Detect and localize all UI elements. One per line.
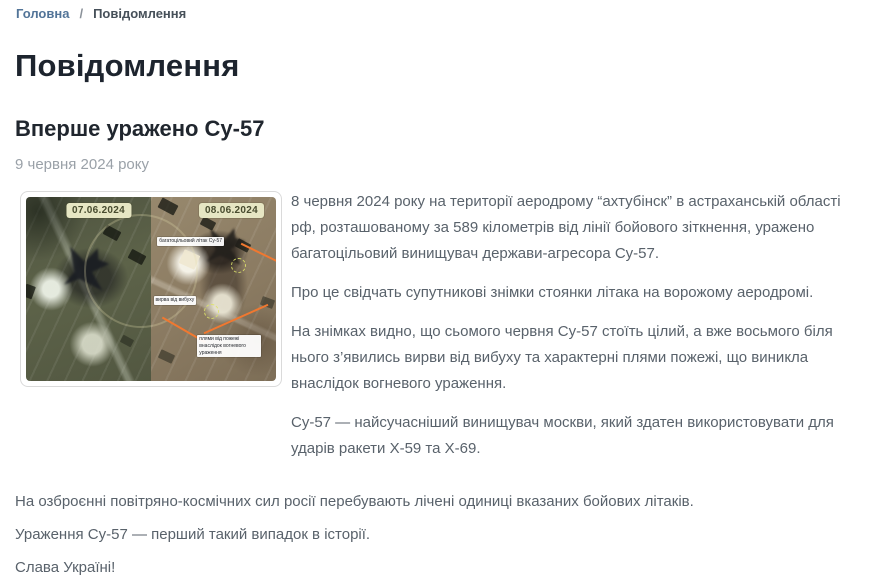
paragraph: Слава Україні! xyxy=(15,559,116,576)
paragraph: Су-57 — найсучасніший винищувач москви, який здатен використовувати для ударів ракети Х-59 та Х-69. xyxy=(291,414,834,457)
breadcrumb-current: Повідомлення xyxy=(93,6,187,21)
article-body-bottom xyxy=(15,489,862,581)
article-date: 9 червня 2024 року xyxy=(15,156,150,173)
annotation-label-burn: плями від пожежі внаслідок вогневого ураження xyxy=(197,335,261,357)
satellite-photo-after xyxy=(151,197,276,381)
annotation-label-crater: вирва від вибуху xyxy=(155,297,195,304)
satellite-image-canvas xyxy=(26,197,276,381)
su57-silhouette-damaged xyxy=(187,208,263,284)
breadcrumb-separator: / xyxy=(79,6,84,21)
date-badge-before: 07.06.2024 xyxy=(66,203,131,218)
article-body xyxy=(291,189,862,475)
satellite-comparison-image[interactable] xyxy=(20,191,282,387)
annotation-label-plane: багатоцільовий літак Су-57 xyxy=(159,238,223,245)
crater-marker-circle xyxy=(204,304,219,319)
paragraph: На знімках видно, що сьомого червня Су-57 стоїть цілий, а вже восьмого біля нього з’явились вирви від вибуху та характерні плями пожежі, що виникла внаслідок вогневого ураження. xyxy=(291,323,833,392)
paragraph: 8 червня 2024 року на території аеродрому “ахтубінск” в астраханській області рф, розташованому за 589 кілометрів від лінії бойового зіткнення, уражено багатоцільовий винищувач держави-агресора Су-57. xyxy=(291,193,841,262)
satellite-photo-before xyxy=(26,197,151,381)
paragraph: Про це свідчать супутникові знімки стоянки літака на ворожому аеродромі. xyxy=(291,284,814,301)
paragraph: На озброєнні повітряно-космічних сил росії перебувають лічені одиниці вказаних бойових літаків. xyxy=(15,493,694,510)
date-badge-after: 08.06.2024 xyxy=(199,203,264,218)
article-content xyxy=(15,189,862,475)
image-frame xyxy=(20,191,282,387)
revetment-object xyxy=(157,349,174,363)
revetment-object xyxy=(120,334,134,347)
crater-marker-circle xyxy=(231,258,246,273)
revetment-object xyxy=(127,249,146,265)
breadcrumb-home-link[interactable]: Головна xyxy=(16,6,70,21)
page-title: Повідомлення xyxy=(15,48,240,83)
revetment-object xyxy=(157,197,178,215)
article-title: Вперше уражено Су-57 xyxy=(15,116,265,141)
paragraph: Ураження Су-57 — перший такий випадок в історії. xyxy=(15,526,371,543)
revetment-object xyxy=(26,284,35,300)
breadcrumb xyxy=(16,6,862,21)
